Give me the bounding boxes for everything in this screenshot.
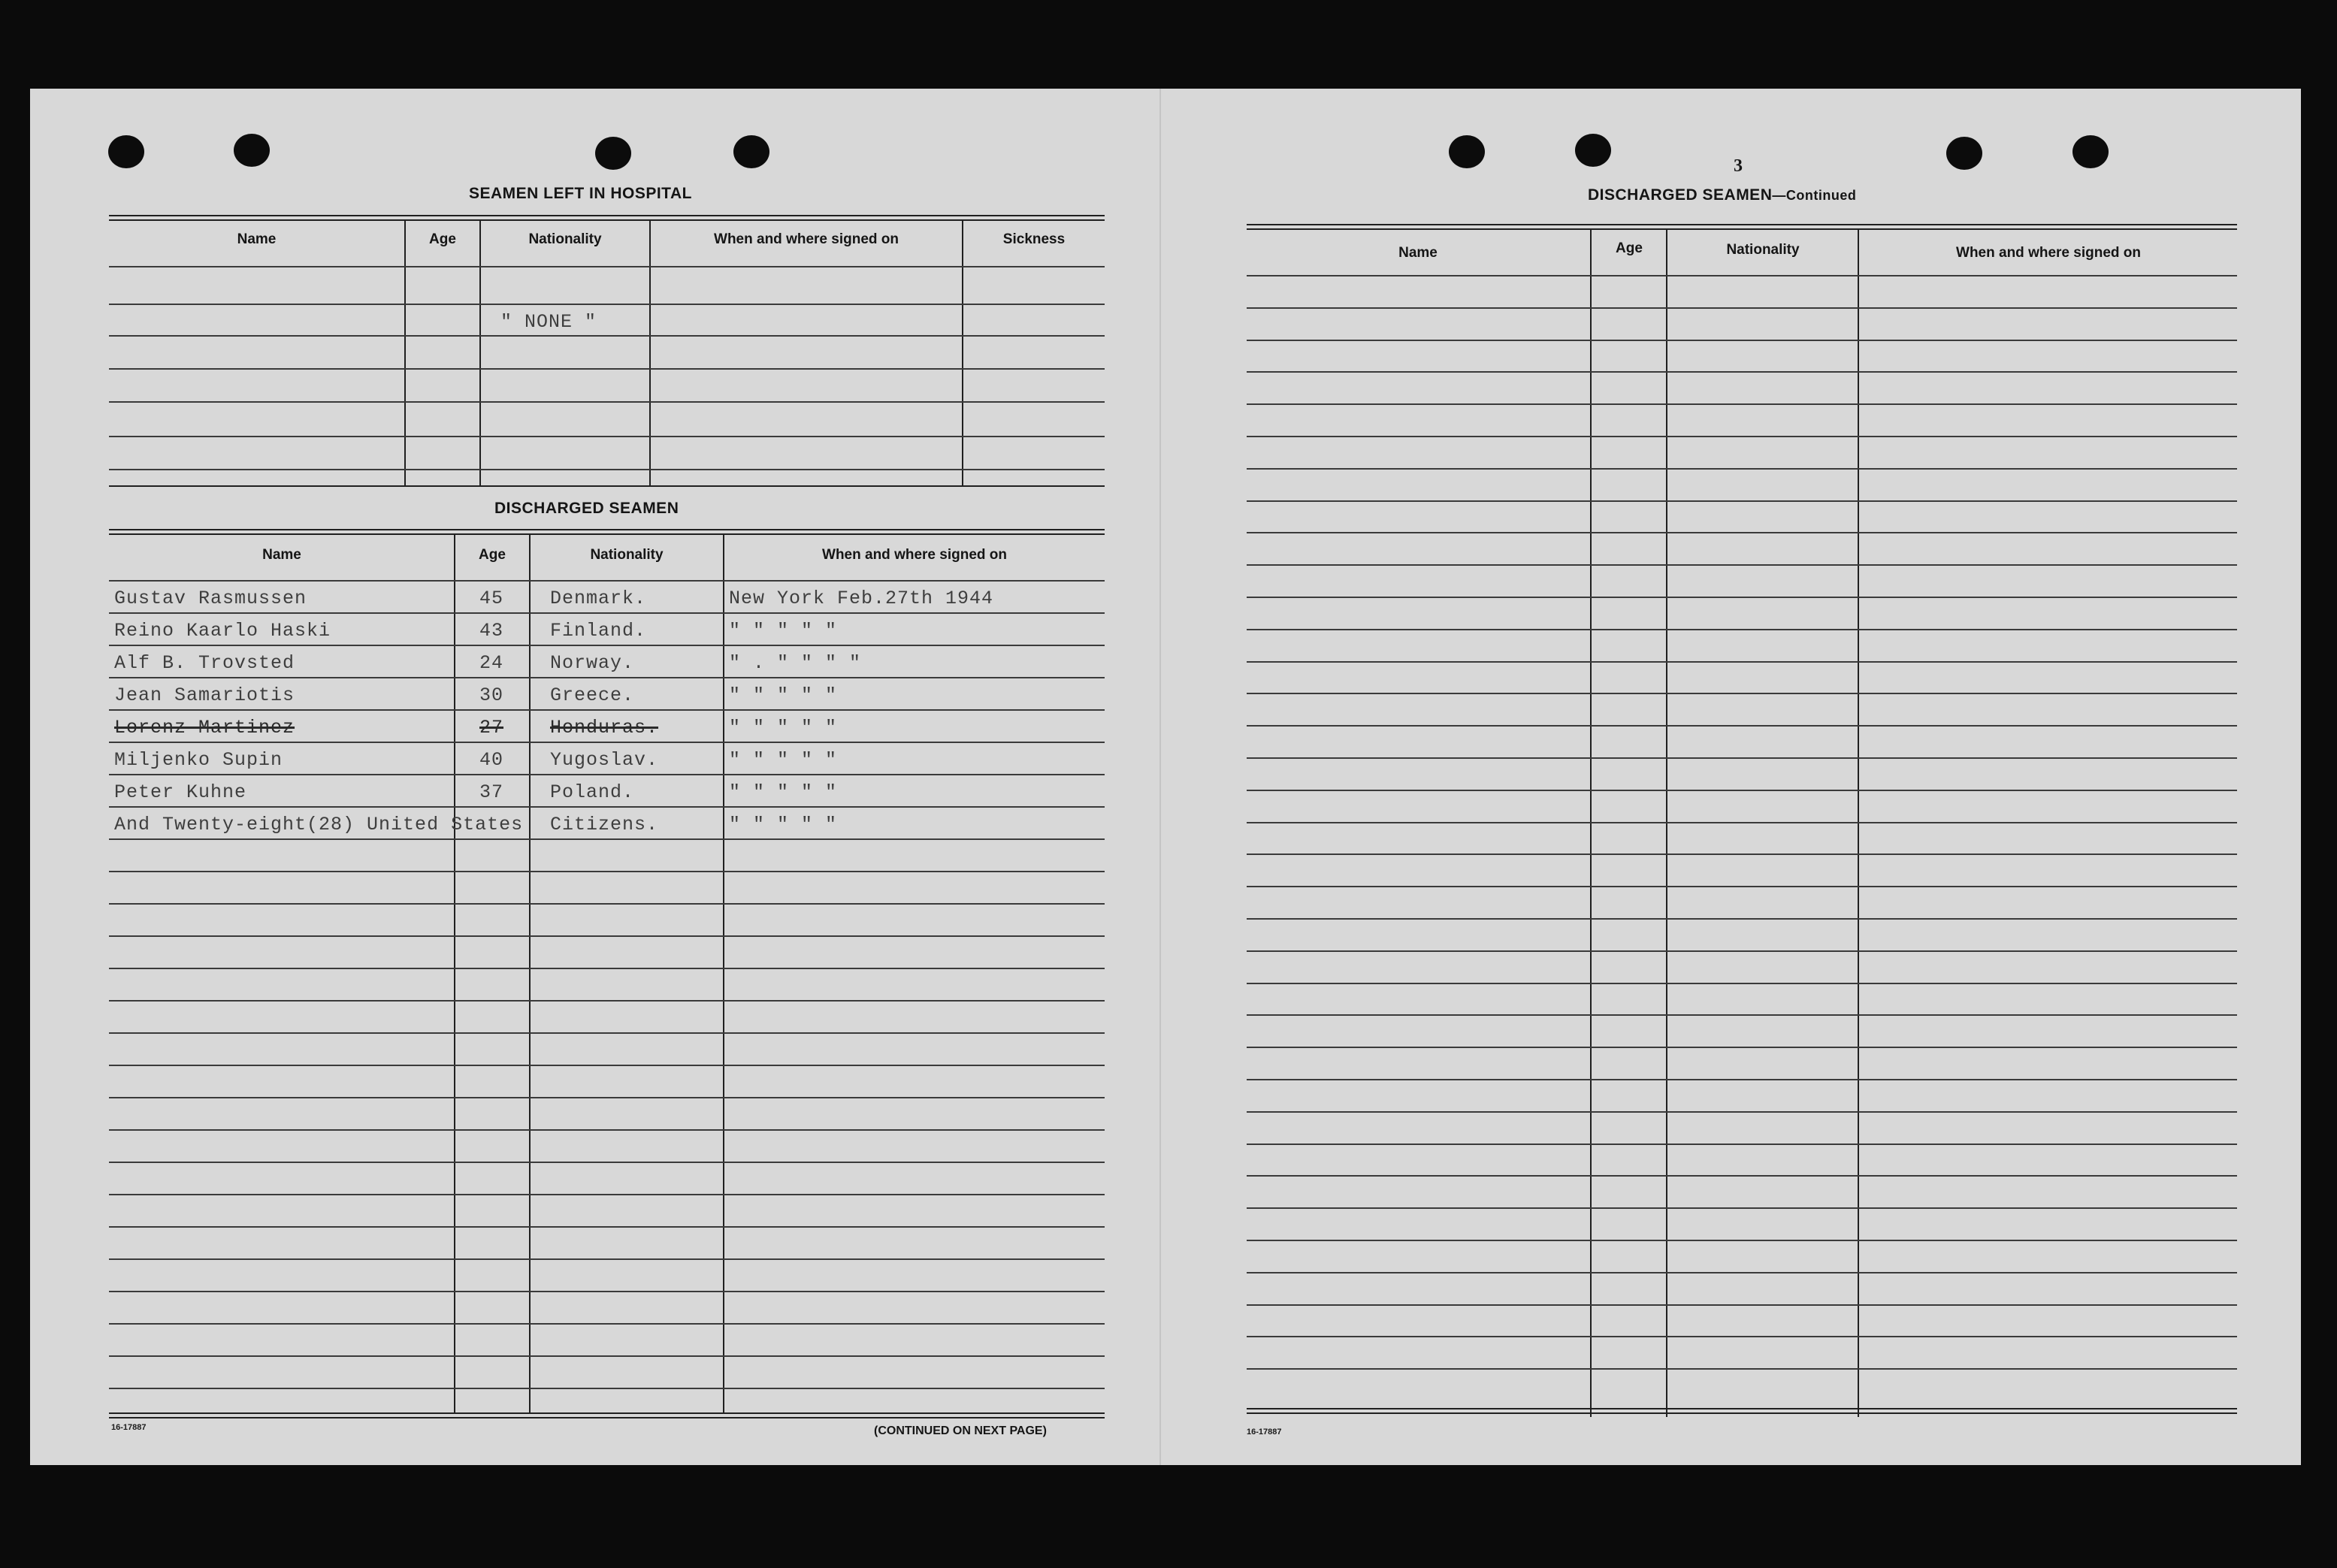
punch-hole	[108, 135, 144, 168]
ruled-line	[1247, 757, 2237, 759]
punch-hole	[1575, 134, 1611, 167]
form-number-left: 16-17887	[111, 1423, 147, 1432]
ruled-line	[1247, 532, 2237, 533]
discharged-nationality-cell: Citizens.	[550, 814, 659, 835]
discharged-name-cell: Alf B. Trovsted	[114, 652, 295, 674]
ruled-line	[1247, 371, 2237, 373]
discharged-signed-on-cell: " " " " "	[729, 684, 838, 706]
discharged-nationality-cell: Greece.	[550, 684, 635, 706]
discharged-signed-on-cell: " " " " "	[729, 749, 838, 771]
ruled-line	[109, 1097, 1105, 1098]
ruled-line	[1247, 918, 2237, 920]
ruled-line	[1247, 1175, 2237, 1177]
ruled-line	[109, 1323, 1105, 1325]
ruled-line	[109, 903, 1105, 905]
discharged-age-cell: 30	[479, 684, 504, 706]
hospital-header-nationality: Nationality	[528, 231, 602, 247]
ruled-line	[1247, 1304, 2237, 1306]
ruled-line	[1247, 886, 2237, 887]
punch-hole	[1449, 135, 1485, 168]
punch-hole	[1946, 137, 1982, 170]
discharged-name-cell: Lorenz Martinez	[114, 717, 295, 739]
ruled-line	[109, 1194, 1105, 1195]
ruled-line	[1247, 629, 2237, 630]
form-number-right: 16-17887	[1247, 1428, 1282, 1437]
ruled-line	[109, 1032, 1105, 1034]
ruled-line	[109, 1000, 1105, 1002]
ruled-line	[109, 1129, 1105, 1131]
discharged-title: DISCHARGED SEAMEN	[494, 500, 679, 517]
ruled-line	[109, 806, 1105, 808]
discharged-nationality-cell: Denmark.	[550, 588, 647, 609]
hospital-header-name: Name	[237, 231, 277, 247]
discharged-continued-title: DISCHARGED SEAMEN—Continued	[1588, 186, 1857, 204]
discharged-nationality-cell: Norway.	[550, 652, 635, 674]
punch-hole	[234, 134, 270, 167]
page-fold	[1159, 89, 1161, 1465]
ruled-line	[1247, 1240, 2237, 1241]
discharged-signed-on-cell: " " " " "	[729, 620, 838, 642]
ruled-line	[1247, 693, 2237, 694]
discharged-name-cell: Reino Kaarlo Haski	[114, 620, 331, 642]
ruled-line	[1247, 790, 2237, 791]
page-number: 3	[1734, 156, 1743, 176]
ruled-line	[109, 1162, 1105, 1163]
ruled-line	[1247, 725, 2237, 727]
ruled-line	[109, 1388, 1105, 1389]
ruled-line	[1247, 1079, 2237, 1080]
discharged-header-signed-on: When and where signed on	[822, 547, 1007, 563]
ruled-line	[109, 774, 1105, 775]
discharged-signed-on-cell: " " " " "	[729, 814, 838, 835]
ruled-line	[1247, 275, 2237, 276]
ruled-line	[109, 1355, 1105, 1357]
ruled-line	[1247, 853, 2237, 855]
discharged-signed-on-cell: " " " " "	[729, 781, 838, 803]
ruled-line	[1247, 1047, 2237, 1048]
ruled-line	[109, 709, 1105, 711]
discharged-name-cell: Miljenko Supin	[114, 749, 283, 771]
ruled-line	[1247, 1368, 2237, 1370]
ruled-line	[109, 612, 1105, 614]
ruled-line	[109, 1291, 1105, 1292]
ruled-line	[109, 968, 1105, 969]
ruled-line	[109, 1065, 1105, 1066]
ruled-line	[1247, 1144, 2237, 1145]
discharged-header-name: Name	[262, 547, 301, 563]
punch-hole	[2072, 135, 2109, 168]
ruled-line	[1247, 1111, 2237, 1113]
discharged-nationality-cell: Yugoslav.	[550, 749, 659, 771]
discharged-nationality-cell: Poland.	[550, 781, 635, 803]
hospital-none-entry: " NONE "	[500, 311, 597, 333]
ruled-line	[109, 580, 1105, 582]
right-header-name: Name	[1398, 245, 1438, 261]
hospital-header-sickness: Sickness	[1002, 231, 1066, 247]
ruled-line	[1247, 822, 2237, 823]
discharged-header-nationality: Nationality	[590, 547, 664, 563]
discharged-age-cell: 45	[479, 588, 504, 609]
ruled-line	[109, 645, 1105, 646]
discharged-nationality-cell: Honduras.	[550, 717, 659, 739]
ruled-line	[1247, 436, 2237, 437]
ruled-line	[1247, 597, 2237, 598]
ruled-line	[1247, 307, 2237, 309]
ruled-line	[1247, 340, 2237, 341]
ruled-line	[109, 1226, 1105, 1228]
ruled-line	[109, 935, 1105, 937]
discharged-nationality-cell: Finland.	[550, 620, 647, 642]
discharged-signed-on-cell: " . " " " "	[729, 652, 862, 674]
ruled-line	[1247, 1336, 2237, 1337]
ruled-line	[1247, 950, 2237, 952]
discharged-name-cell: And Twenty-eight(28) United States	[114, 814, 524, 835]
ruled-line	[109, 838, 1105, 840]
discharged-age-cell: 37	[479, 781, 504, 803]
ruled-line	[1247, 564, 2237, 566]
continued-note: (CONTINUED ON NEXT PAGE)	[874, 1424, 1047, 1437]
ruled-line	[1247, 500, 2237, 502]
discharged-signed-on-cell: New York Feb.27th 1944	[729, 588, 994, 609]
hospital-header-age: Age	[429, 231, 456, 247]
discharged-name-cell: Gustav Rasmussen	[114, 588, 307, 609]
discharged-name-cell: Peter Kuhne	[114, 781, 247, 803]
hospital-header-signed-on: When and where signed on	[714, 231, 899, 247]
hospital-title: SEAMEN LEFT IN HOSPITAL	[469, 185, 692, 202]
right-header-nationality: Nationality	[1726, 242, 1800, 258]
ruled-line	[1247, 403, 2237, 405]
ruled-line	[1247, 1272, 2237, 1273]
discharged-header-age: Age	[479, 547, 506, 563]
discharged-age-cell: 27	[479, 717, 504, 739]
ruled-line	[1247, 983, 2237, 984]
ruled-line	[1247, 1207, 2237, 1209]
ruled-line	[109, 871, 1105, 872]
discharged-age-cell: 24	[479, 652, 504, 674]
ruled-line	[1247, 661, 2237, 663]
ruled-line	[1247, 468, 2237, 470]
right-header-signed-on: When and where signed on	[1956, 245, 2141, 261]
ruled-line	[1247, 1014, 2237, 1016]
discharged-name-cell: Jean Samariotis	[114, 684, 295, 706]
ruled-line	[109, 742, 1105, 743]
discharged-signed-on-cell: " " " " "	[729, 717, 838, 739]
ruled-line	[109, 1258, 1105, 1260]
right-header-age: Age	[1616, 240, 1643, 256]
punch-hole	[733, 135, 769, 168]
ruled-line	[109, 677, 1105, 678]
discharged-age-cell: 43	[479, 620, 504, 642]
punch-hole	[595, 137, 631, 170]
discharged-age-cell: 40	[479, 749, 504, 771]
